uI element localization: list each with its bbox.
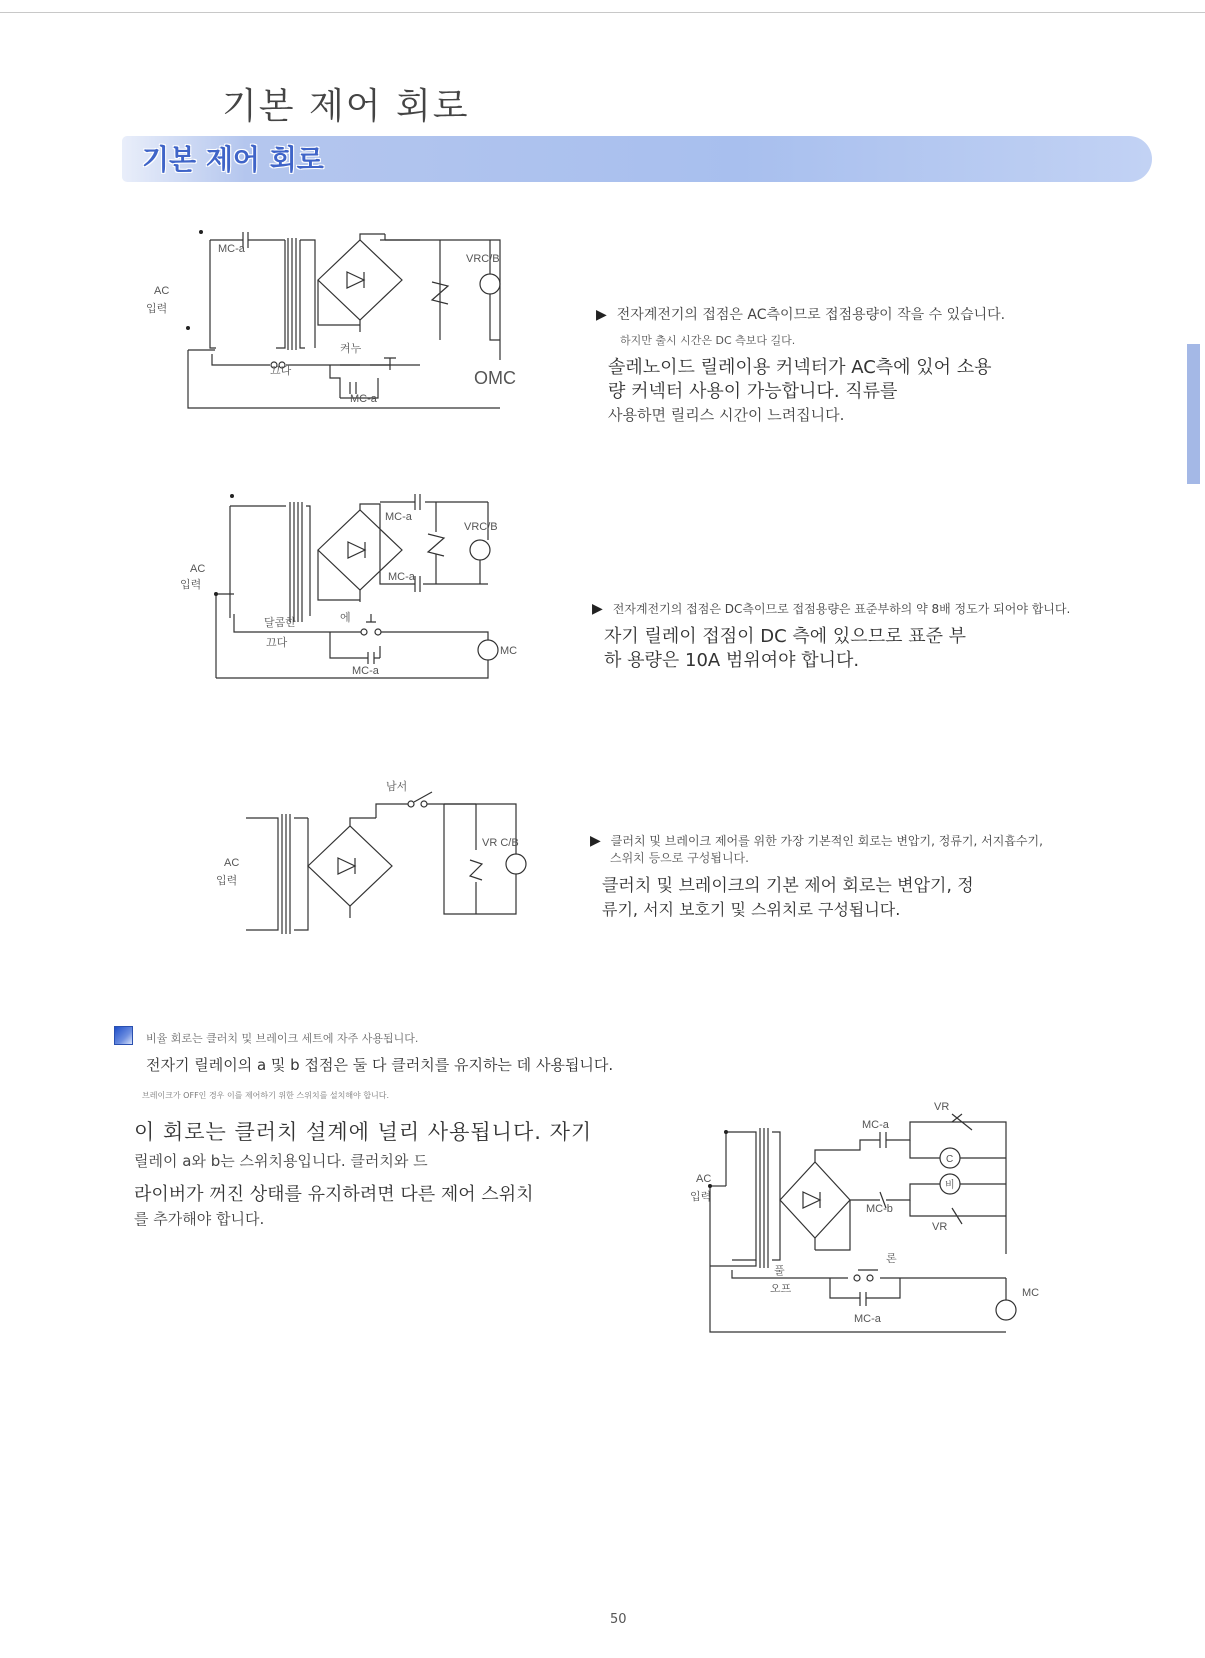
d1-mc-a-top-label: MC-a [218, 243, 245, 255]
d2-mc-a-top-label: MC-a [385, 511, 412, 523]
d2-input-label: 입력 [180, 579, 202, 591]
circuit-diagram-1 [140, 220, 560, 440]
note-line3: 브레이크가 OFF인 경우 이를 제어하기 위한 스위치를 설치해야 합니다. [142, 1091, 390, 1100]
d2-mc-a-bottom-label: MC-a [352, 665, 379, 677]
d3-ac-label: AC [224, 857, 240, 869]
desc1-line1: 전자계전기의 접점은 AC측이므로 접점용량이 작을 수 있습니다. [616, 307, 1006, 323]
d1-mc-a-bottom-label: MC-a [350, 393, 377, 405]
desc2-big2: 하 용량은 10A 범위여야 합니다. [604, 650, 860, 671]
d4-b-label: 비 [945, 1180, 955, 1191]
d4-vr-top-label: VR [934, 1101, 950, 1113]
note-big2: 라이버가 꺼진 상태를 유지하려면 다른 제어 스위치 [134, 1184, 534, 1205]
desc1-mid: 사용하면 릴리스 시간이 느려집니다. [608, 406, 845, 424]
note-mid1: 릴레이 a와 b는 스위치용입니다. 클러치와 드 [134, 1152, 428, 1170]
page-number: 50 [610, 1612, 627, 1627]
d1-tu-label: 켜누 [340, 343, 362, 355]
arrow-icon: ▶ [592, 601, 603, 617]
note-mid2: 를 추가해야 합니다. [134, 1210, 265, 1228]
d4-vr-bottom-label: VR [932, 1221, 948, 1233]
desc1-small: 하지만 출시 시간은 DC 측보다 길다. [620, 334, 796, 347]
arrow-icon: ▶ [590, 833, 601, 849]
d2-mc-a-mid-label: MC-a [388, 571, 415, 583]
arrow-icon: ▶ [596, 307, 607, 323]
d2-ac-label: AC [190, 563, 206, 575]
d1-ac-label: AC [154, 285, 170, 297]
d3-switch-label: 남서 [386, 781, 408, 793]
d2-on-label: 에 [340, 612, 351, 624]
desc3-line2: 스위치 등으로 구성됩니다. [610, 851, 749, 865]
top-rule [0, 12, 1205, 13]
d4-mc-a-bottom-label: MC-a [854, 1313, 881, 1325]
d4-c-label: C [946, 1154, 954, 1165]
note-big1: 이 회로는 클러치 설계에 널리 사용됩니다. 자기 [134, 1120, 593, 1144]
d1-input-label: 입력 [146, 303, 168, 315]
desc2-big1: 자기 릴레이 접점이 DC 측에 있으므로 표준 부 [604, 626, 967, 647]
d4-full-label: 풀 [774, 1265, 785, 1277]
d4-mc-b-label: MC-b [866, 1203, 893, 1215]
desc3-big1: 클러치 및 브레이크의 기본 제어 회로는 변압기, 정 [602, 876, 974, 896]
desc1-big2: 량 커넥터 사용이 가능합니다. 직류를 [608, 381, 898, 402]
d1-vrcb-label: VRC/B [466, 253, 500, 265]
d1-omc-label: OMC [474, 368, 516, 388]
description-3 [590, 832, 1130, 922]
desc2-line1: 전자계전기의 접점은 DC측이므로 접점용량은 표준부하의 약 8배 정도가 되어야 합니다. [612, 602, 1071, 616]
description-1 [596, 304, 1076, 425]
d2-mc-label: MC [500, 645, 518, 657]
d1-off-label: 끄다 [270, 365, 292, 377]
circuit-diagram-2 [170, 490, 570, 720]
note-line1: 비율 회로는 클러치 및 브레이크 세트에 자주 사용됩니다. [146, 1032, 419, 1045]
d4-mc-label: MC [1022, 1287, 1040, 1299]
d2-lbl1-label: 달콤한 [264, 617, 296, 629]
d4-off-label: 오프 [770, 1283, 792, 1295]
d4-input-label: 입력 [690, 1191, 712, 1203]
desc3-line1: 클러치 및 브레이크 제어를 위한 가장 기본적인 회로는 변압기, 정류기, 서지흡수기, [610, 834, 1043, 848]
circuit-diagram-3 [200, 781, 540, 940]
circuit-diagram-4 [690, 1100, 1090, 1350]
page-title: 기본 제어 회로 [222, 86, 470, 127]
description-2 [592, 600, 1152, 673]
d3-input-label: 입력 [216, 875, 238, 887]
note-square-icon [114, 1026, 133, 1045]
d3-vrcb-label: VR C/B [482, 837, 519, 849]
d4-mc-a-top-label: MC-a [862, 1119, 889, 1131]
note-line2: 전자기 릴레이의 a 및 b 접점은 둘 다 클러치를 유지하는 데 사용됩니다. [146, 1056, 614, 1074]
desc3-big2: 류기, 서지 보호기 및 스위치로 구성됩니다. [602, 900, 901, 919]
d4-ac-label: AC [696, 1173, 712, 1185]
d2-vrcb-label: VRC/B [464, 521, 498, 533]
d2-off-label: 끄다 [266, 637, 288, 649]
side-tab [1187, 344, 1200, 484]
banner-title: 기본 제어 회로 [142, 143, 324, 176]
d4-ron-label: 론 [886, 1253, 897, 1265]
desc1-big1: 솔레노이드 릴레이용 커넥터가 AC측에 있어 소용 [608, 357, 992, 378]
